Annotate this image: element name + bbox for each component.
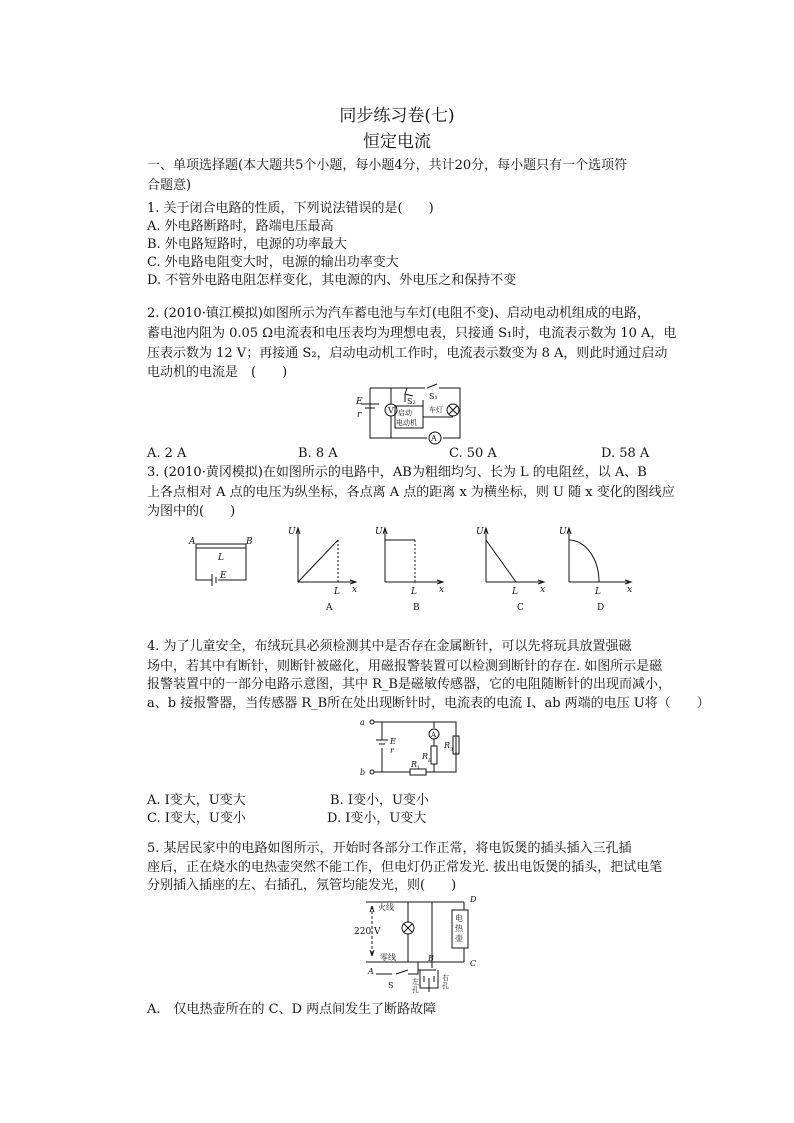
q3-fig-l: L <box>218 553 224 563</box>
q2-fig-motor-2: 电动机 <box>396 419 417 427</box>
q2-fig-s1: S₁ <box>429 392 438 401</box>
graph-b-label: B <box>413 603 420 613</box>
q2-line2: 蓄电池内阻为 0.05 Ω电流表和电压表均为理想电表，只接通 S₁时，电流表示数为 10 A，电 <box>147 326 677 341</box>
q2-fig-r: r <box>357 410 362 420</box>
q2-option-d: D. 58 A <box>601 446 650 461</box>
q3-line1: 3. (2010·黄冈模拟)在如图所示的电路中，AB为粗细均匀、长为 L 的电阻丝，以 A、B <box>147 465 647 480</box>
page-title: 同步练习卷(七) <box>339 106 455 126</box>
q4-option-c: C. I变大，U变小 <box>147 811 246 826</box>
q4-line4: a、b 接报警器，当传感器 R_B所在处出现断针时，电流表的电流 I、ab 两端的电压 U将（ ） <box>147 696 710 711</box>
q3-line3: 为图中的( ) <box>147 504 236 519</box>
graph-d <box>559 524 634 612</box>
ammeter-icon: A <box>431 731 437 739</box>
q4-fig-r3: R <box>444 741 451 750</box>
q4-fig-b: b <box>360 768 366 777</box>
q2-fig-e: E <box>356 397 363 407</box>
graph-b-x: x <box>439 585 445 595</box>
q4-fig-a: a <box>360 718 365 727</box>
q5-fig-voltage: 220 V <box>354 927 381 937</box>
q4-option-b: B. I变小，U变小 <box>330 793 429 808</box>
q4-fig-r: r <box>390 746 394 755</box>
graph-a-l: L <box>334 587 340 597</box>
q4-option-a: A. I变大，U变大 <box>147 793 246 808</box>
q5-option-a: A. 仅电热壶所在的 C、D 两点间发生了断路故障 <box>147 1002 437 1017</box>
q4-fig-r1-sub: 1 <box>417 765 421 771</box>
ammeter-icon: A <box>431 434 437 443</box>
q4-fig-rb-sub: B <box>428 758 432 764</box>
q1-stem: 1. 关于闭合电路的性质，下列说法错误的是( ) <box>147 201 434 216</box>
q5-line3: 分别插入插座的左、右插孔，氖管均能发光，则( ) <box>147 878 457 893</box>
q2-option-c: C. 50 A <box>449 446 497 461</box>
q5-fig-left-1: 左 <box>412 978 419 986</box>
graph-a-x: x <box>352 585 358 595</box>
q2-line1: 2. (2010·镇江模拟)如图所示为汽车蓄电池与车灯(电阻不变)、启动电动机组成的电路， <box>147 306 651 321</box>
q5-fig-kettle-3: 壶 <box>455 934 463 943</box>
q1-option-b: B. 外电路短路时，电源的功率最大 <box>147 237 347 252</box>
q5-line1: 5. 某居民家中的电路如图所示，开始时各部分工作正常，将电饭煲的插头插入三孔插 <box>147 841 632 856</box>
q5-fig-kettle-2: 热 <box>455 924 463 933</box>
q2-line3: 压表示数为 12 V；再接通 S₂，启动电动机工作时，电流表示数变为 8 A，则此时通过启动 <box>147 346 668 361</box>
q5-fig-left-2: 孔 <box>412 986 419 994</box>
graph-a-u: U <box>288 527 296 537</box>
section-heading: 一、单项选择题(本大题共5个小题，每小题4分，共计20分，每小题只有一个选项符 <box>147 158 628 173</box>
q1-option-a: A. 外电路断路时，路端电压最高 <box>147 219 334 234</box>
q2-option-b: B. 8 A <box>298 446 338 461</box>
q1-option-c: C. 外电路电阻变大时，电源的输出功率变大 <box>147 255 399 270</box>
q3-circuit-diagram <box>188 532 258 590</box>
graph-c-u: U <box>476 527 484 537</box>
q3-line2: 上各点相对 A 点的电压为纵坐标，各点离 A 点的距离 x 为横坐标，则 U 随 x 变化的图线应 <box>147 485 675 500</box>
q4-circuit-diagram <box>358 716 468 778</box>
q4-line3: 报警装置中的一部分电路示意图，其中 R_B是磁敏传感器，它的电阻随断针的出现而减小， <box>147 677 671 692</box>
q4-line1: 4. 为了儿童安全，布绒玩具必须检测其中是否存在金属断针，可以先将玩具放置强磁 <box>147 639 632 654</box>
graph-c-l: L <box>512 587 518 597</box>
graph-b-l: L <box>411 587 417 597</box>
q5-fig-neutral: 零线 <box>380 953 396 962</box>
q2-line4: 电动机的电流是 ( ) <box>147 365 288 380</box>
q4-fig-e: E <box>390 737 396 746</box>
q5-fig-live: 火线 <box>378 903 394 912</box>
section-heading-cont: 合题意) <box>147 178 192 193</box>
q4-fig-r3-sub: 3 <box>450 747 454 753</box>
q3-fig-e: E <box>220 571 227 581</box>
page-subtitle: 恒定电流 <box>363 132 431 152</box>
q1-option-d: D. 不管外电路电阻怎样变化，其电源的内、外电压之和保持不变 <box>147 273 517 288</box>
graph-d-u: U <box>559 527 567 537</box>
q4-option-d: D. I变小，U变大 <box>327 811 427 826</box>
q3-fig-b: B <box>246 537 253 547</box>
graph-c <box>476 524 546 612</box>
graph-b <box>375 524 445 612</box>
graph-b-u: U <box>375 527 383 537</box>
graph-d-l: L <box>595 587 601 597</box>
q5-fig-d: D <box>470 895 477 904</box>
q4-fig-rb: R <box>422 752 429 761</box>
voltmeter-icon: V <box>388 406 394 415</box>
q5-fig-b: B <box>428 954 434 963</box>
q5-fig-right-1: 右 <box>442 974 449 982</box>
graph-c-label: C <box>517 603 524 613</box>
q5-fig-a: A <box>368 967 374 976</box>
q2-option-a: A. 2 A <box>147 446 187 461</box>
q2-fig-motor-1: 启动 <box>398 409 412 417</box>
q5-circuit-diagram <box>352 894 482 998</box>
q5-fig-s: S <box>388 981 394 990</box>
q2-fig-lamp: 车灯 <box>429 406 443 414</box>
graph-c-x: x <box>540 585 546 595</box>
q4-fig-r1: R <box>411 760 418 769</box>
graph-d-label: D <box>597 603 605 613</box>
graph-a-label: A <box>326 603 333 613</box>
graph-a <box>288 524 358 612</box>
graph-d-x: x <box>627 585 633 595</box>
q4-line2: 场中，若其中有断针，则断针被磁化，用磁报警装置可以检测到断针的存在. 如图所示是磁 <box>147 659 663 674</box>
q5-fig-c: C <box>470 959 477 968</box>
q2-circuit-diagram <box>355 380 470 446</box>
q5-fig-right-2: 孔 <box>442 982 449 990</box>
q5-line2: 座后，正在烧水的电热壶突然不能工作，但电灯仍正常发光. 拔出电饭煲的插头，把试电笔 <box>147 860 663 875</box>
q3-fig-a: A <box>189 537 196 547</box>
q5-fig-kettle-1: 电 <box>455 914 463 923</box>
q2-fig-s2: S₂ <box>407 397 416 406</box>
